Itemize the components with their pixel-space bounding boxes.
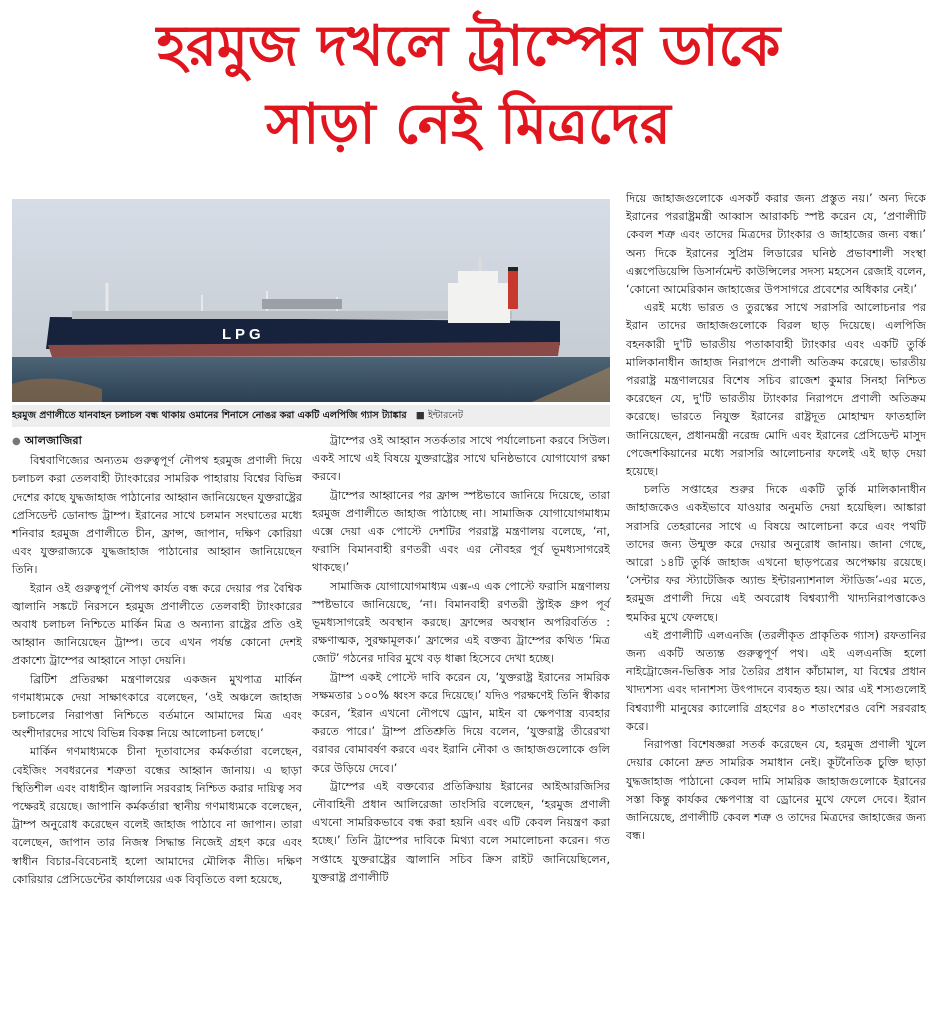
source-name: আলজাজিরা (24, 434, 82, 447)
paragraph: এরই মধ্যে ভারত ও তুরস্কের সাথে সরাসরি আলোচনার পর ইরান তাদের জাহাজগুলোকে বিরল ছাড় দিয়েছে। এলপিজি বহনকারী দু'টি ভারতীয় পতাকাবাহী ট্যাংকার এবং একটি তুর্কি মালিকানাধীন জাহাজ নিরাপদে প্রণালী অতিক্রম করেছে। ভারতীয় পররাষ্ট্র মন্ত্রণালয়ের বিশেষ সচিব রাজেশ কুমার সিনহা নিশ্চিত করেছেন যে, দু'টি ভারতীয় ট্যাংকার নিরাপদে প্রণালী অতিক্রম করেছে। ভারতে নিযুক্ত ইরানের রাষ্ট্রদূত মোহাম্মদ ফাতহালি জানিয়েছেন, প্রধানমন্ত্রী নরেন্দ্র মোদি এবং ইরানের প্রেসিডেন্ট মাসুদ পেজেশকিয়ানের মধ্যে সরাসরি আলোচনার ফলেই এই ছাড় দেয়া হয়েছে। (626, 301, 926, 479)
paragraph: ট্রাম্পের আহ্বানের পর ফ্রান্স স্পষ্টভাবে জানিয়ে দিয়েছে, তারা হরমুজ প্রণালীতে জাহাজ পাঠাচ্ছে না। সামাজিক যোগাযোগমাধ্যম এক্সে দেয়া এক পোস্টে দেশটির পররাষ্ট্র মন্ত্রণালয় বলেছে, ‘না, ফরাসি বিমানবাহী রণতরী এবং এর নৌবহর পূর্ব ভূমধ্যসাগরেই থাকছে।’ (312, 488, 610, 575)
bullet-icon: ● (12, 436, 21, 447)
article-column-3 (626, 190, 926, 845)
tanker-illustration (12, 199, 610, 402)
paragraph: নিরাপত্তা বিশেষজ্ঞরা সতর্ক করেছেন যে, হরমুজ প্রণালী খুলে দেয়ার কোনো দ্রুত সামরিক সমাধান নেই। কূটনৈতিক চুক্তি ছাড়া যুদ্ধজাহাজ পাঠানো কেবল দামি সামরিক জাহাজগুলোকে ইরানের সস্তা কিন্তু কার্যকর ক্ষেপণাস্ত্র বা ড্রোনের মুখে ফেলে দেবে। ইরান জানিয়েছে, প্রণালীটি কেবল শত্রু ও তাদের মিত্রদের জাহাজের জন্য বন্ধ। (626, 738, 926, 843)
paragraph: চলতি সপ্তাহের শুরুর দিকে একটি তুর্কি মালিকানাধীন জাহাজকেও একইভাবে যাওয়ার অনুমতি দেয়া হয়েছিল। আঙ্কারা সরাসরি তেহরানের সাথে এ বিষয়ে আলোচনা করে এবং পথটি তাদের জন্য উন্মুক্ত করে দেয়ার অনুরোধ জানায়। জানা গেছে, আরো ১৪টি তুর্কি জাহাজ এখনো ছাড়পত্রের অপেক্ষায় রয়েছে। ‘সেন্টার ফর স্ট্যাটেজিক অ্যান্ড ইন্টারন্যাশনাল স্টাডিজ’-এর মতে, হরমুজ প্রণালী দিয়ে এই অবরোধ বিশ্বব্যাপী খাদ্যনিরাপত্তাকেও হুমকির মুখে ফেলছে। (626, 483, 926, 624)
photo-caption (12, 405, 610, 427)
paragraph: দিয়ে জাহাজগুলোকে এসকর্ট করার জন্য প্রস্তুত নয়।’ অন্য দিকে ইরানের পররাষ্ট্রমন্ত্রী আব্বাস আরাকচি স্পষ্ট করেন যে, ‘প্রণালীটি কেবল শত্রু এবং তাদের মিত্রদের ট্যাংকার ও জাহাজের জন্য বন্ধ।’ অন্য দিকে ইরানের সুপ্রিম লিডারের ঘনিষ্ঠ প্রভাবশালী সংস্থা এক্সপেডিয়েন্সি ডিসার্নমেন্ট কাউন্সিলের সদস্য মহসেন রেজাই বলেন, ‘কোনো আমেরিকান জাহাজের উপসাগরে প্রবেশের অধিকার নেই।’ (626, 192, 926, 297)
ship-funnel (508, 269, 518, 309)
headline-line-1: হরমুজ দখলে ট্রাম্পের ডাকে (156, 14, 781, 79)
paragraph: সামাজিক যোগাযোগমাধ্যম এক্স-এ এক পোস্টে ফরাসি মন্ত্রণালয় স্পষ্টভাবে জানিয়েছে, ‘না। বিমানবাহী রণতরী স্ট্রাইক গ্রুপ পূর্ব ভূমধ্যসাগরেই অবস্থান করছে। ফ্রান্সের অবস্থান অপরিবর্তিত : রক্ষণাত্মক, সুরক্ষামূলক।’ ফ্রান্সের এই বক্তব্য ট্রাম্পের কথিত ‘মিত্র জোট’ গঠনের দাবির মুখে বড় ধাক্কা হিসেবে দেখা হচ্ছে। (312, 579, 610, 666)
paragraph: ট্রাম্পের এই বক্তব্যের প্রতিক্রিয়ায় ইরানের আইআরজিসির নৌবাহিনী প্রধান আলিরেজা তাংসিরি বলেছেন, ‘হরমুজ প্রণালী এখনো সামরিকভাবে বন্ধ করা হয়নি এবং এটি কেবল নিয়ন্ত্রণ করা হচ্ছে।’ তিনি ট্রাম্পের দাবিকে মিথ্যা বলে সমালোচনা করেন। গত সপ্তাহে যুক্তরাষ্ট্রের জ্বালানি সচিব ক্রিস রাইট জানিয়েছিলেন, যুক্তরাষ্ট্র প্রণালীটি (312, 779, 610, 884)
headline-line-2: সাড়া নেই মিত্রদের (266, 92, 671, 157)
caption-text: হরমুজ প্রণালীতে যানবাহন চলাচল বন্ধ থাকায় ওমানের শিনাসে নোঙর করা একটি এলপিজি গ্যাস ট্যাঙ্কার (12, 410, 407, 421)
ship-bridge (448, 283, 510, 323)
photo-credit: ■ ইন্টারনেট (409, 410, 463, 421)
tanker-photo (12, 199, 610, 402)
paragraph: ট্রাম্পের ওই আহ্বান সতর্কতার সাথে পর্যালোচনা করবে সিউল। একই সাথে এই বিষয়ে যুক্তরাষ্ট্রের সাথে ঘনিষ্ঠভাবে যোগাযোগ রক্ষা করবে। (312, 434, 610, 484)
paragraph: ট্রাম্প একই পোস্টে দাবি করেন যে, ‘যুক্তরাষ্ট্র ইরানের সামরিক সক্ষমতার ১০০% ধ্বংস করে দিয়েছে।’ যদিও পরক্ষণেই তিনি স্বীকার করেন, ‘ইরান এখনো নৌপথে ড্রোন, মাইন বা ক্ষেপণাস্ত্র ব্যবহার করতে পারে।’ ট্রাম্প প্রতিশ্রুতি দিয়ে বলেন, ‘যুক্তরাষ্ট্র তীরেরখা বরাবর বোমাবর্ষণ করবে এবং ইরানি নৌকা ও জাহাজগুলোকে গুলি করে উড়িয়ে দেবে।’ (312, 670, 610, 775)
article-column-2 (312, 432, 610, 887)
paragraph: বিশ্ববাণিজ্যের অন্যতম গুরুত্বপূর্ণ নৌপথ হরমুজ প্রণালী দিয়ে চলাচল করা তেলবাহী ট্যাংকারের সামরিক পাহারায় বিশ্বের বিভিন্ন দেশের কাছে যুদ্ধজাহাজ পাঠানোর আহ্বান জানিয়েছেন যুক্তরাষ্ট্রের প্রেসিডেন্ট ডোনাল্ড ট্রাম্প। ইরানের সাথে চলমান সংঘাতের মধ্যে শনিবার হরমুজ প্রণালীতে চীন, ফ্রান্স, জাপান, দক্ষিণ কোরিয়া এবং যুক্তরাজ্যকে যুদ্ধজাহাজ পাঠানোর আহ্বান জানিয়েছেন তিনি। (12, 454, 302, 577)
headline (0, 8, 937, 164)
source-line (12, 432, 302, 451)
paragraph: ব্রিটিশ প্রতিরক্ষা মন্ত্রণালয়ের একজন মুখপাত্র মার্কিন গণমাধ্যমকে দেয়া সাক্ষাৎকারে বলেছেন, ‘ওই অঞ্চলে জাহাজ চলাচলের নিরাপত্তা নিশ্চিতে বর্তমানে আমাদের মিত্র এবং অংশীদারদের সাথে বিভিন্ন বিকল্প নিয়ে আলোচনা চলছে।’ (12, 672, 302, 741)
article-column-1 (12, 432, 302, 889)
paragraph: মার্কিন গণমাধ্যমকে চীনা দূতাবাসের কর্মকর্তারা বলেছেন, বেইজিং সবধরনের শত্রুতা বন্ধের আহ্বান জানায়। এ ছাড়া স্থিতিশীল এবং বাধাহীন জ্বালানি সরবরাহ নিশ্চিত করার দায়িত্ব সব পক্ষেরই রয়েছে। জাপানি কর্মকর্তারা স্থানীয় গণমাধ্যমকে বলেছেন, ট্রাম্প অনুরোধ করেছেন বলেই জাহাজ পাঠাবে না জাপান। তারা বলেছেন, জাপান তার নিজস্ব সিদ্ধান্ত নিজেই গ্রহণ করে এবং স্বাধীন বিচার-বিবেচনাই হলো আমাদের মৌলিক নীতি। দক্ষিণ কোরিয়ার প্রেসিডেন্টের কার্যালয়ের এক বিবৃতিতে বলা হয়েছে, (12, 745, 302, 886)
paragraph: এই প্রণালীটি এলএনজি (তরলীকৃত প্রাকৃতিক গ্যাস) রফতানির জন্য একটি অত্যন্ত গুরুত্বপূর্ণ পথ। এই এলএনজি হলো নাইট্রোজেন-ভিত্তিক সার তৈরির প্রধান কাঁচামাল, যা বিশ্বের প্রধান খাদ্যশস্য এবং দানাশস্য উৎপাদনে ব্যবহৃত হয়। আর এই শস্যগুলোই বিশ্বব্যাপী মানুষের ক্যালোরি গ্রহণের ৪০ শতাংশেরও বেশি সরবরাহ করে। (626, 628, 926, 733)
paragraph: ইরান ওই গুরুত্বপূর্ণ নৌপথ কার্যত বন্ধ করে দেয়ার পর বৈশ্বিক জ্বালানি সঙ্কটে নিরসনে হরমুজ প্রণালীতে তেলবাহী ট্যাংকারের অবাধ চলাচল নিশ্চিতে মার্কিন মিত্র ও অন্যান্য রাষ্ট্রের প্রতি ওই আহ্বান জানিয়েছেন ট্রাম্প। তবে এখন পর্যন্ত কোনো দেশই প্রকাশ্যে ট্রাম্পের আহ্বানে সাড়া দেয়নি। (12, 581, 302, 668)
photo-credit-text: ইন্টারনেট (427, 410, 463, 421)
ship-lpg-marking: L P G (222, 326, 261, 343)
